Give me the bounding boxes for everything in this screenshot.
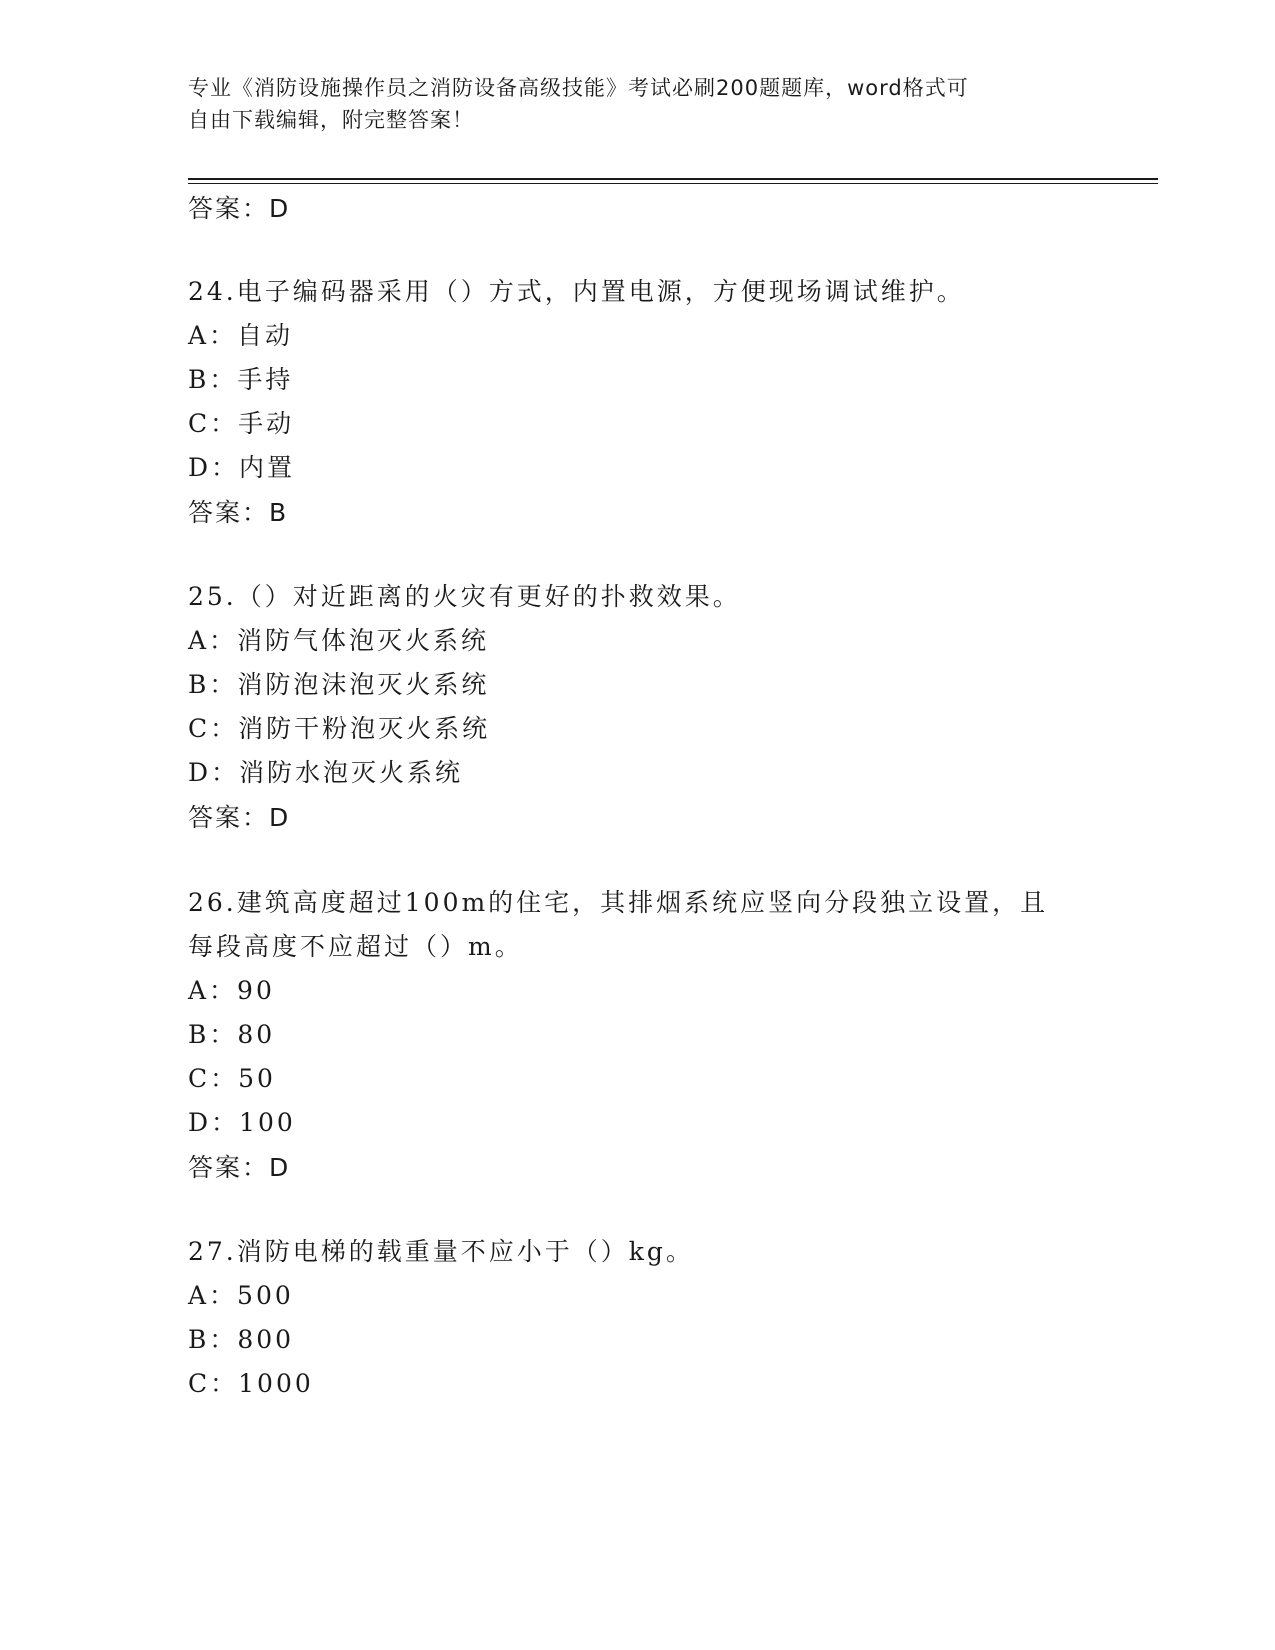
option-d: D：消防水泡灭火系统 [188, 758, 464, 787]
option-d: D：100 [188, 1108, 296, 1137]
option-c: C：消防干粉泡灭火系统 [188, 714, 491, 743]
option-b: B：800 [188, 1325, 295, 1354]
option-b: B：手持 [188, 365, 294, 394]
option-b: B：80 [188, 1020, 276, 1049]
answer: 答案：B [188, 498, 289, 527]
header-line-2: 自由下载编辑，附完整答案！ [188, 108, 474, 132]
header-divider-thin [188, 183, 1158, 184]
option-c: C：手动 [188, 409, 295, 438]
document-header [188, 72, 1068, 136]
question-text: 25.（）对近距离的火灾有更好的扑救效果。 [188, 582, 741, 611]
option-d: D：内置 [188, 453, 296, 482]
option-b: B：消防泡沫泡灭火系统 [188, 670, 490, 699]
answer: 答案：D [188, 803, 291, 832]
question-text-line-2: 每段高度不应超过（）m。 [188, 932, 523, 961]
question-text-line-1: 26.建筑高度超过100m的住宅，其排烟系统应竖向分段独立设置，且 [188, 888, 1049, 917]
question-text: 27.消防电梯的载重量不应小于（）kg。 [188, 1237, 694, 1266]
option-c: C：50 [188, 1064, 276, 1093]
option-a: A：90 [188, 976, 275, 1005]
header-line-1: 专业《消防设施操作员之消防设备高级技能》考试必刷200题题库，word格式可 [188, 76, 969, 100]
option-a: A：自动 [188, 321, 294, 350]
question-text: 24.电子编码器采用（）方式，内置电源，方便现场调试维护。 [188, 277, 965, 306]
option-a: A：消防气体泡灭火系统 [188, 626, 490, 655]
option-a: A：500 [188, 1281, 294, 1310]
header-divider-thick [188, 178, 1158, 180]
answer: 答案：D [188, 1153, 291, 1182]
option-c: C：1000 [188, 1369, 314, 1398]
previous-answer: 答案：D [188, 194, 291, 223]
